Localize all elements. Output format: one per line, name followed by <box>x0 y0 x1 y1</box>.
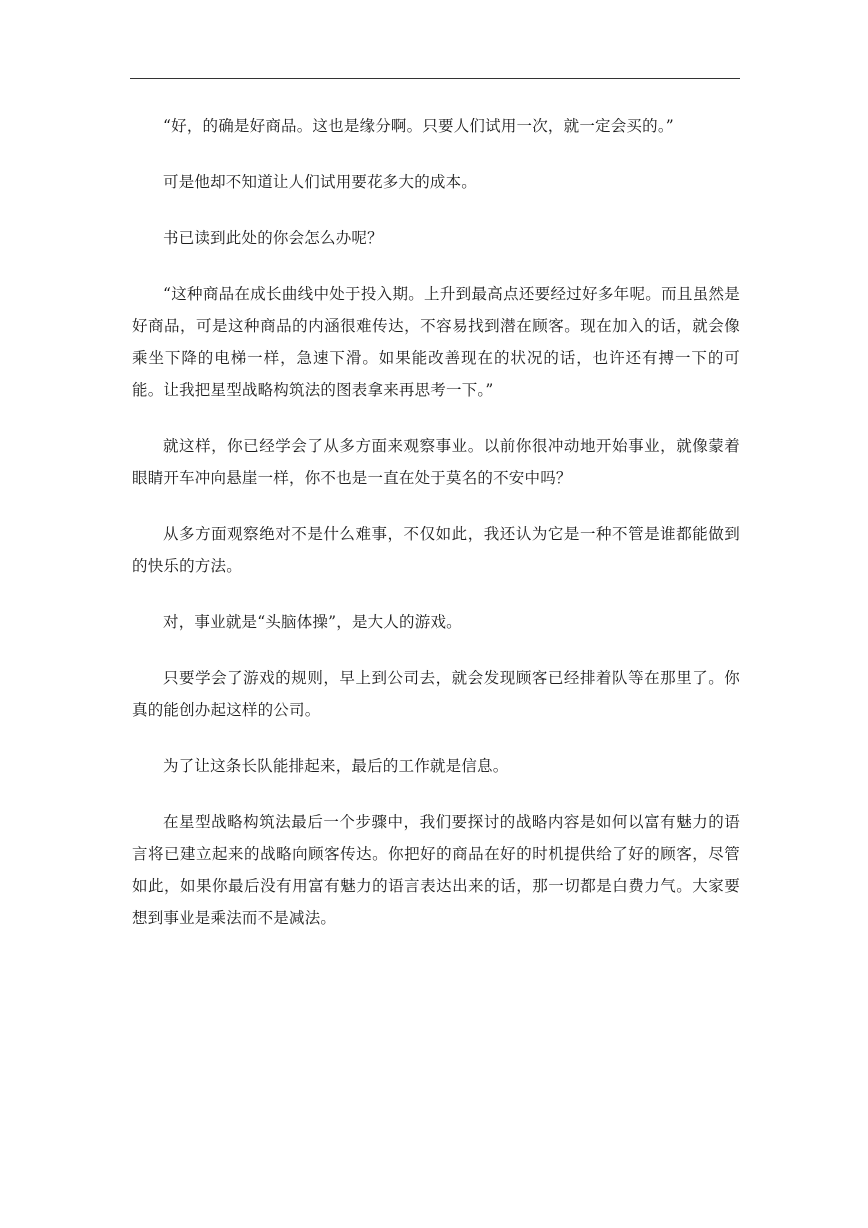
paragraph: “好，的确是好商品。这也是缘分啊。只要人们试用一次，就一定会买的。” <box>163 117 674 135</box>
paragraph: 在星型战略构筑法最后一个步骤中，我们要探讨的战略内容是如何以富有魅力的语言将已建立起来的战略向顾客传达。你把好的商品在好的时机提供给了好的顾客，尽管如此，如果你最后没有用富有魅力的语言表达出来的话，那一切都是白费力气。大家要想到事业是乘法而不是减法。 <box>132 813 740 927</box>
paragraph: 就这样，你已经学会了从多方面来观察事业。以前你很冲动地开始事业，就像蒙着眼睛开车冲向悬崖一样，你不也是一直在处于莫名的不安中吗？ <box>132 437 740 487</box>
paragraph: 为了让这条长队能排起来，最后的工作就是信息。 <box>163 757 509 775</box>
paragraph: 从多方面观察绝对不是什么难事，不仅如此，我还认为它是一种不管是谁都能做到的快乐的方法。 <box>132 525 740 575</box>
paragraph: 可是他却不知道让人们试用要花多大的成本。 <box>163 173 478 191</box>
paragraph: 对，事业就是“头脑体操”，是大人的游戏。 <box>163 613 462 631</box>
paragraph: 书已读到此处的你会怎么办呢？ <box>163 229 383 247</box>
header-divider <box>130 78 740 79</box>
paragraph: “这种商品在成长曲线中处于投入期。上升到最高点还要经过好多年呢。而且虽然是好商品，可是这种商品的内涵很难传达，不容易找到潜在顾客。现在加入的话，就会像乘坐下降的电梯一样，急速下滑。如果能改善现在的状况的话，也许还有搏一下的可能。让我把星型战略构筑法的图表拿来再思考一下。” <box>132 285 740 399</box>
paragraph: 只要学会了游戏的规则，早上到公司去，就会发现顾客已经排着队等在那里了。你真的能创办起这样的公司。 <box>132 669 740 719</box>
document-body <box>132 110 740 958</box>
